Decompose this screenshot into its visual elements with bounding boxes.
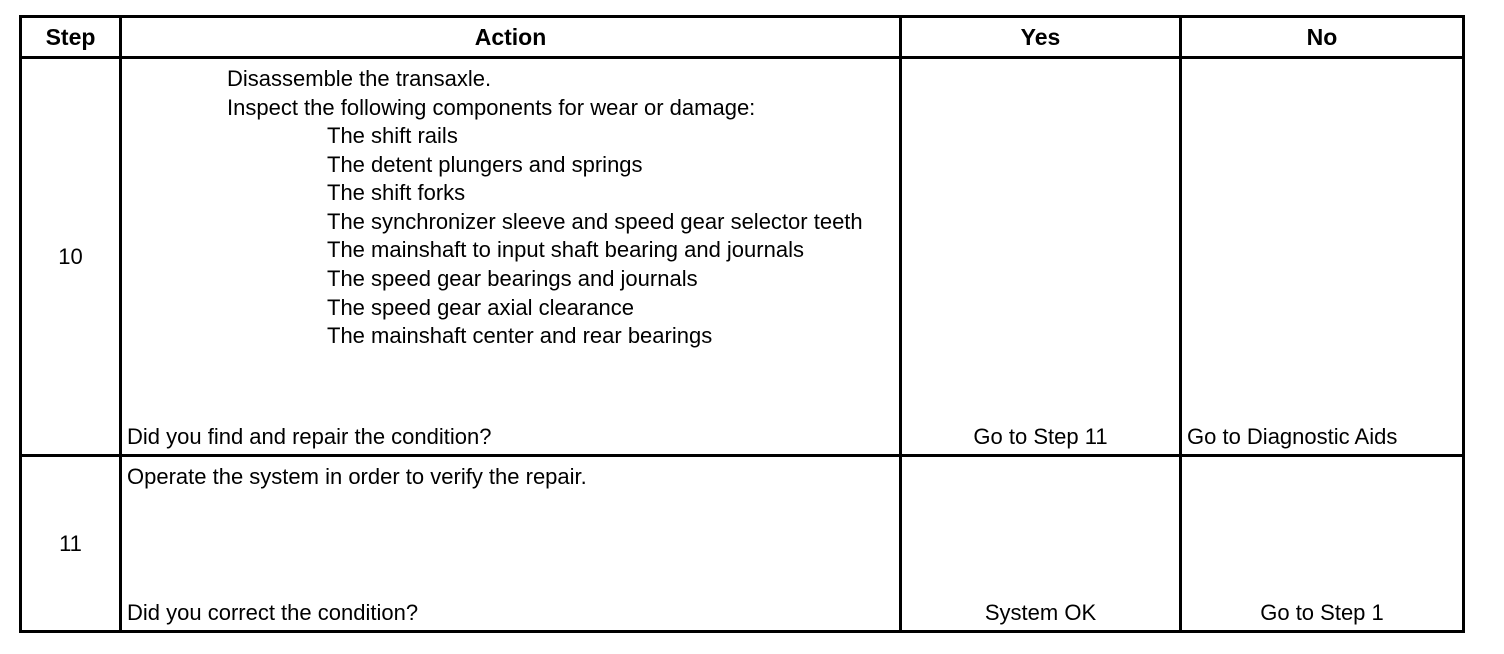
no-cell [1181,456,1464,632]
action-cell [121,456,901,632]
header-no: No [1181,17,1464,58]
header-yes: Yes [901,17,1181,58]
component-item: The synchronizer sleeve and speed gear selector teeth [327,208,863,234]
table-row-step-11 [21,456,1464,632]
component-item: The speed gear axial clearance [327,294,634,320]
diagnostic-table [19,15,1465,633]
table-row-step-10 [21,58,1464,456]
yes-answer: System OK [984,600,1097,626]
component-item: The shift forks [327,180,466,206]
question-text: Did you correct the condition? [127,600,419,626]
header-step: Step [21,17,121,58]
component-item: The mainshaft center and rear bearings [327,323,713,349]
component-item: The detent plungers and springs [327,151,643,177]
step-number: 10 [21,58,121,456]
component-item: The shift rails [327,123,458,148]
component-list [327,122,887,351]
action-line: Inspect the following components for wear or damage: [227,94,756,120]
action-line: Disassemble the transaxle. [227,66,492,91]
header-row [21,17,1464,58]
yes-cell [901,58,1181,456]
header-action: Action [121,17,901,58]
action-intro [227,65,755,122]
no-answer: Go to Step 1 [1260,600,1384,626]
component-item: The speed gear bearings and journals [327,265,698,291]
component-item: The mainshaft to input shaft bearing and journals [327,237,804,263]
no-answer: Go to Diagnostic Aids [1187,424,1398,450]
action-line: Operate the system in order to verify the repair. [127,464,587,489]
question-text: Did you find and repair the condition? [127,424,492,450]
action-cell [121,58,901,456]
no-cell [1181,58,1464,456]
step-number: 11 [21,456,121,632]
yes-answer: Go to Step 11 [973,424,1108,450]
yes-cell [901,456,1181,632]
